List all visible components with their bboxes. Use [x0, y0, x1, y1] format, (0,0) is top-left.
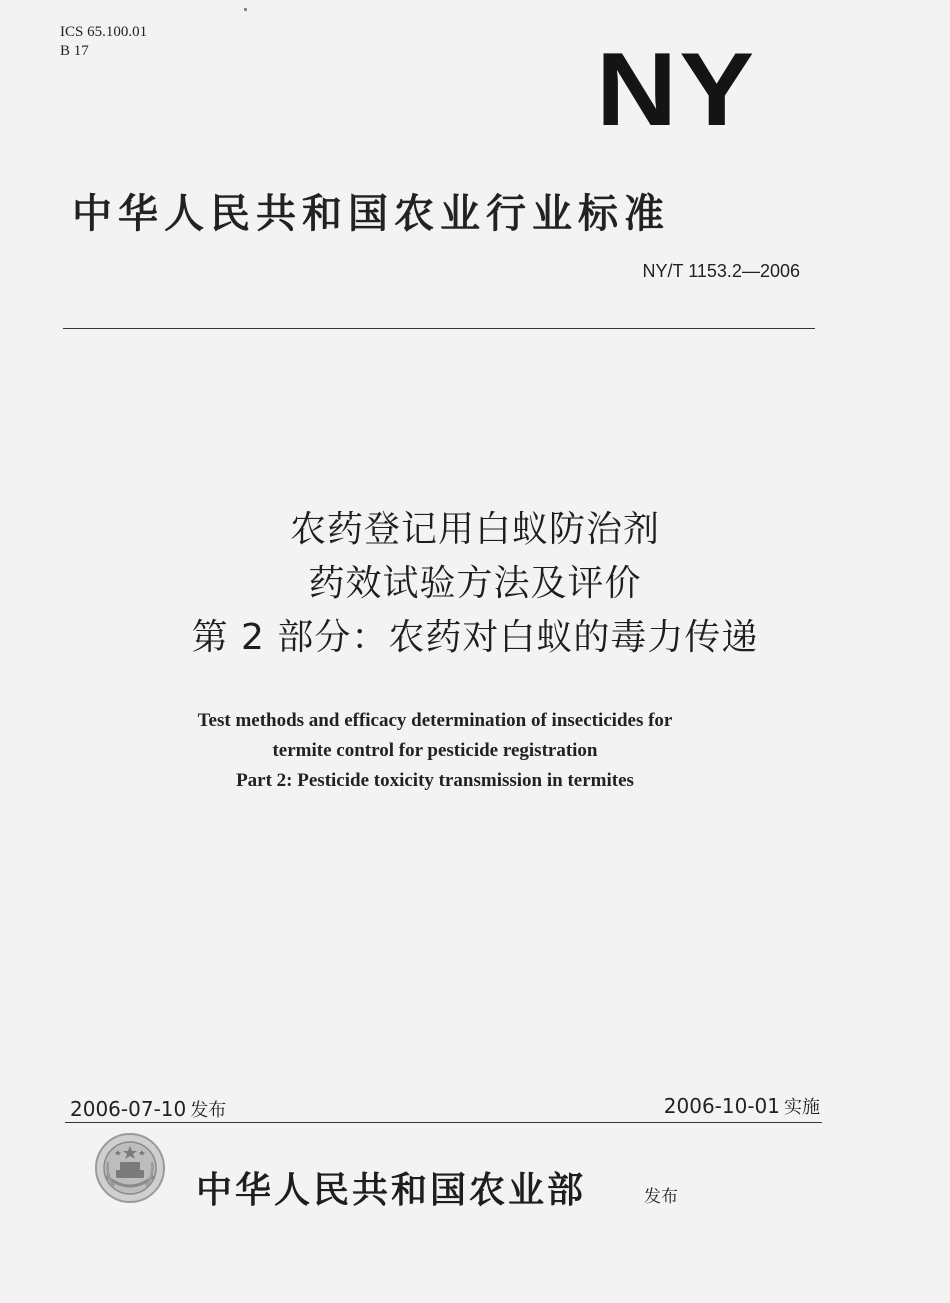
- issue-date-value: 2006-07-10: [70, 1097, 187, 1121]
- chinese-title-line-3: 第 2 部分：农药对白蚁的毒力传递: [191, 617, 759, 658]
- ics-code: ICS 65.100.01: [60, 24, 148, 40]
- ccs-code: B 17: [60, 43, 89, 59]
- chinese-title-line-1: 农药登记用白蚁防治剂: [289, 509, 660, 550]
- header-divider: [63, 328, 815, 329]
- chinese-title-line-2: 药效试验方法及评价: [308, 563, 642, 604]
- chinese-title: [0, 503, 950, 665]
- national-emblem-icon: [94, 1132, 166, 1204]
- issue-date-label: 发布: [190, 1100, 227, 1121]
- issuing-authority-label: 发布: [644, 1187, 678, 1207]
- footer-divider: [65, 1122, 822, 1123]
- implementation-date-value: 2006-10-01: [663, 1094, 780, 1118]
- issuing-authority: 中华人民共和国农业部: [196, 1169, 587, 1211]
- standard-category-title: 中华人民共和国农业行业标准: [72, 191, 670, 237]
- english-title-line-2: termite control for pesticide registration: [272, 740, 598, 761]
- english-title-line-1: Test methods and efficacy determination of insecticides for: [197, 710, 673, 731]
- classification-block: [60, 23, 147, 61]
- implementation-date: [664, 1093, 820, 1119]
- scan-speck: [244, 8, 247, 11]
- standard-number: NY/T 1153.2—2006: [642, 261, 800, 281]
- implementation-date-label: 实施: [784, 1097, 820, 1118]
- ny-logo: NY: [596, 32, 757, 148]
- english-title-line-3: Part 2: Pesticide toxicity transmission in termites: [236, 770, 634, 791]
- english-title: [0, 706, 870, 796]
- issue-date: [70, 1096, 226, 1122]
